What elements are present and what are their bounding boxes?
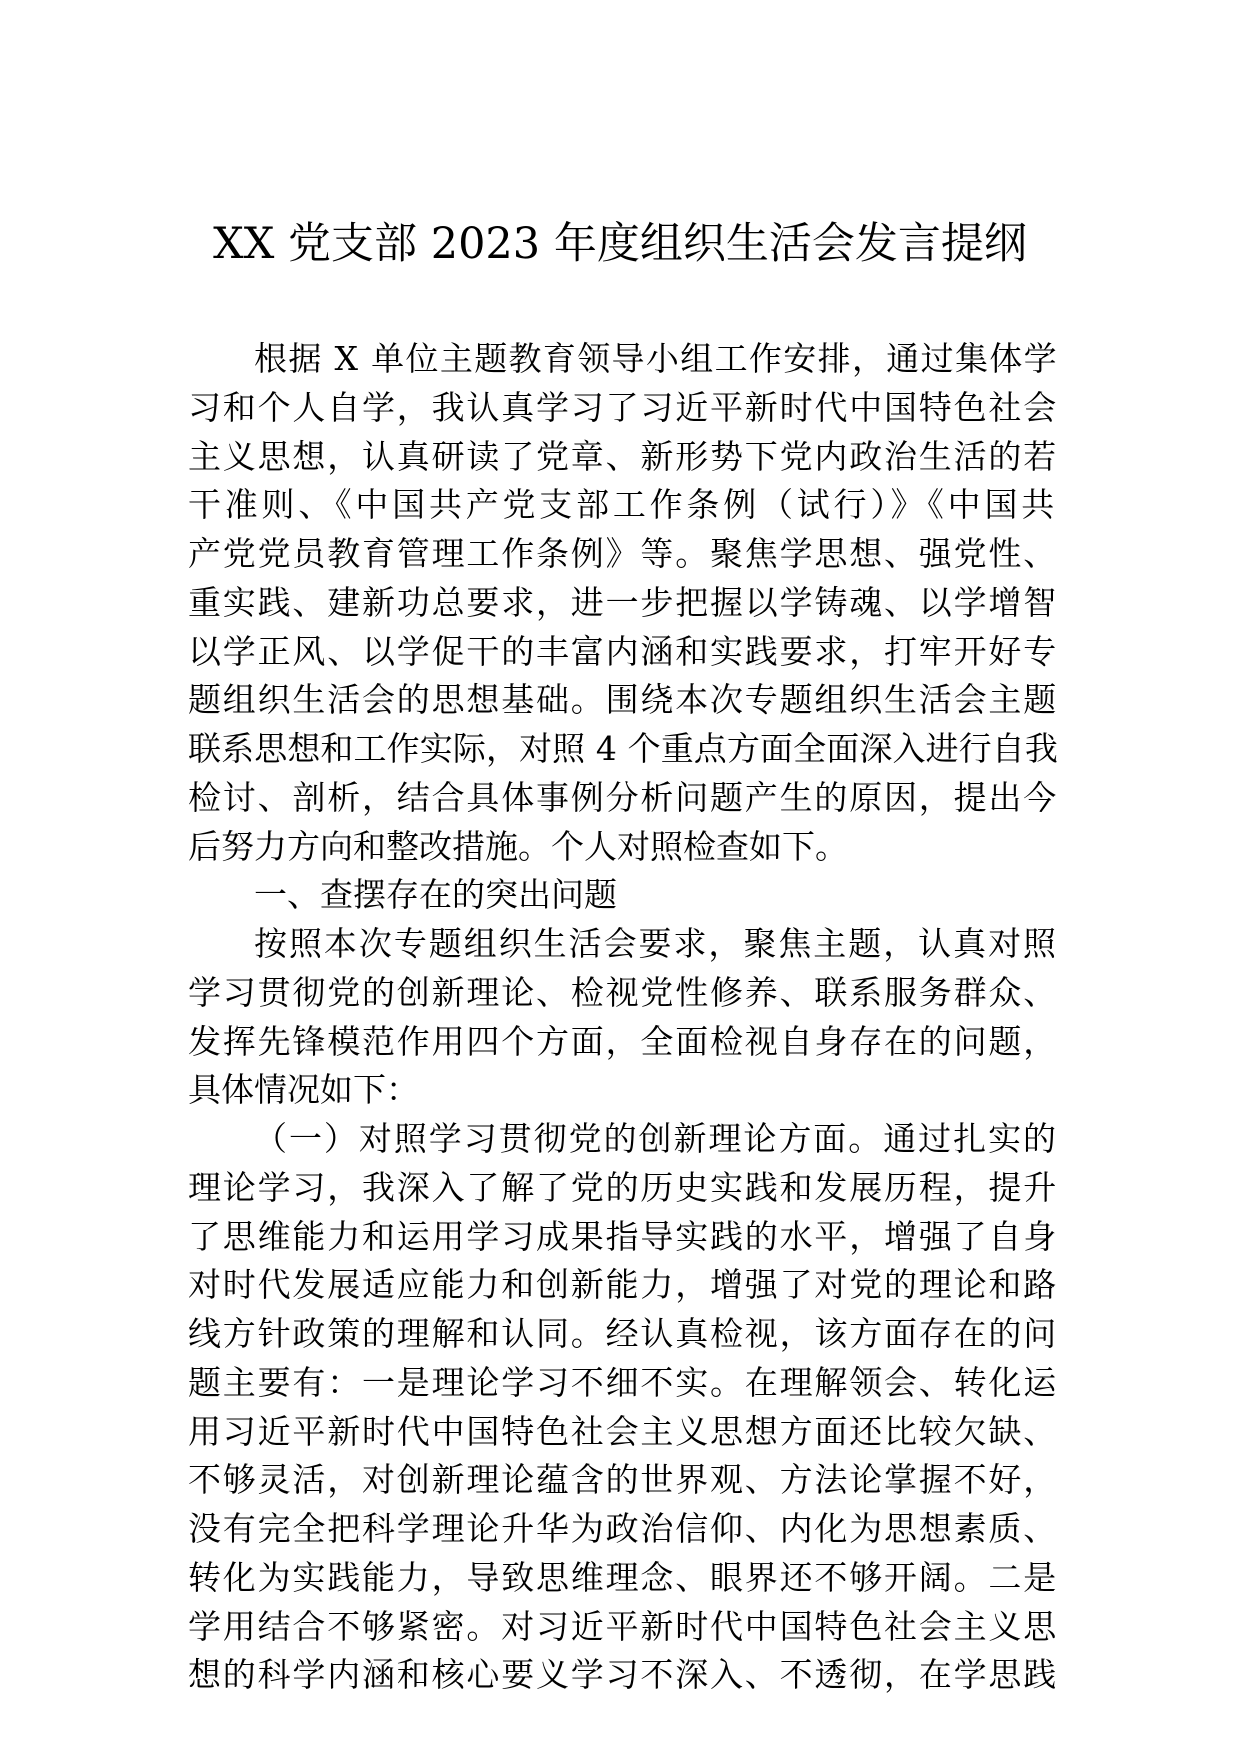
text-line: 用习近平新时代中国特色社会主义思想方面还比较欠缺、 bbox=[188, 1411, 1058, 1451]
text-line: 学习贯彻党的创新理论、检视党性修养、联系服务群众、 bbox=[188, 972, 1058, 1012]
text-line: 干准则、《中国共产党支部工作条例（试行）》《中国共 bbox=[188, 485, 1058, 525]
text-line: 联系思想和工作实际，对照 4 个重点方面全面深入进行自我 bbox=[188, 729, 1058, 768]
text-line: 转化为实践能力，导致思维理念、眼界还不够开阔。二是 bbox=[188, 1557, 1058, 1597]
text-line: 学用结合不够紧密。对习近平新时代中国特色社会主义思 bbox=[188, 1606, 1058, 1646]
text-line: 主义思想，认真研读了党章、新形势下党内政治生活的若 bbox=[188, 436, 1058, 476]
text-line: 后努力方向和整改措施。个人对照检查如下。 bbox=[188, 826, 848, 866]
text-line: （一）对照学习贯彻党的创新理论方面。通过扎实的 bbox=[254, 1119, 1058, 1158]
text-line: 习和个人自学，我认真学习了习近平新时代中国特色社会 bbox=[188, 387, 1058, 427]
text-line: 理论学习，我深入了解了党的历史实践和发展历程，提升 bbox=[188, 1167, 1058, 1207]
text-line: 题组织生活会的思想基础。围绕本次专题组织生活会主题 bbox=[188, 680, 1058, 720]
text-line: 根据 X 单位主题教育领导小组工作安排，通过集体学 bbox=[254, 339, 1058, 378]
text-line: 产党党员教育管理工作条例》等。聚焦学思想、强党性、 bbox=[188, 534, 1058, 573]
text-line: 想的科学内涵和核心要义学习不深入、不透彻，在学思践 bbox=[188, 1655, 1058, 1695]
text-line: 按照本次专题组织生活会要求，聚焦主题，认真对照 bbox=[254, 924, 1058, 963]
document-title: XX 党支部 2023 年度组织生活会发言提纲 bbox=[213, 219, 1027, 269]
text-line: 以学正风、以学促干的丰富内涵和实践要求，打牢开好专 bbox=[188, 631, 1058, 671]
document-body bbox=[188, 335, 1058, 1700]
text-line: 不够灵活，对创新理论蕴含的世界观、方法论掌握不好， bbox=[188, 1460, 1058, 1500]
text-line: 线方针政策的理解和认同。经认真检视，该方面存在的问 bbox=[188, 1314, 1058, 1353]
text-line: 题主要有：一是理论学习不细不实。在理解领会、转化运 bbox=[188, 1362, 1058, 1402]
text-line: 检讨、剖析，结合具体事例分析问题产生的原因，提出今 bbox=[188, 777, 1058, 817]
text-line: 一、查摆存在的突出问题 bbox=[254, 875, 617, 915]
text-line: 具体情况如下： bbox=[188, 1070, 419, 1110]
text-line: 发挥先锋模范作用四个方面，全面检视自身存在的问题， bbox=[188, 1021, 1058, 1061]
text-line: 没有完全把科学理论升华为政治信仰、内化为思想素质、 bbox=[188, 1509, 1058, 1548]
text-line: 了思维能力和运用学习成果指导实践的水平，增强了自身 bbox=[188, 1216, 1058, 1256]
text-line: 对时代发展适应能力和创新能力，增强了对党的理论和路 bbox=[188, 1265, 1058, 1305]
text-line: 重实践、建新功总要求，进一步把握以学铸魂、以学增智 bbox=[188, 582, 1058, 622]
